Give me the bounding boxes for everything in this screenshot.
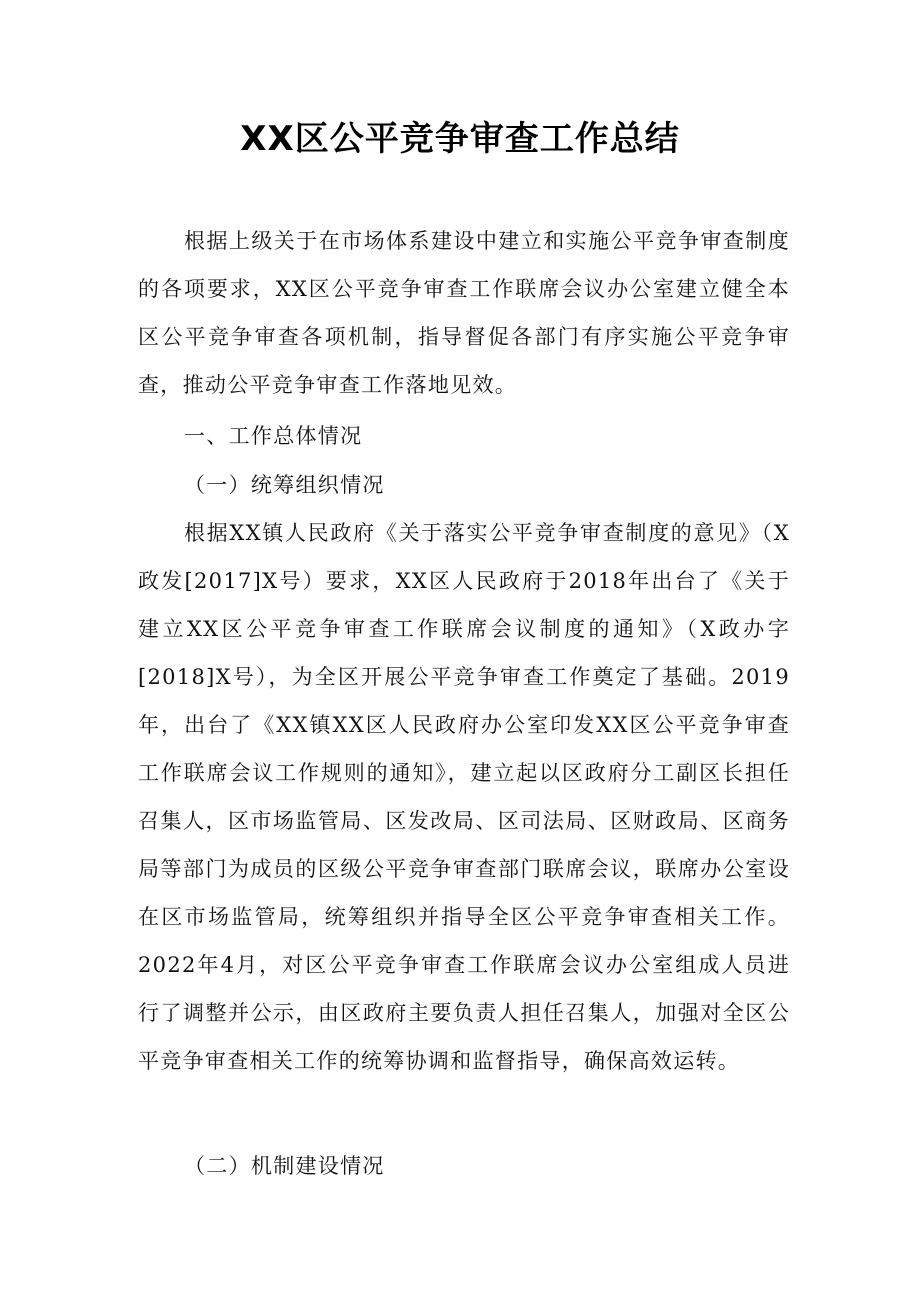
coordination-text: 根据XX镇人民政府《关于落实公平竞争审查制度的意见》（X政发[2017]X号）要求，XX区人民政府于2018年出台了《关于建立XX区公平竞争审查工作联席会议制度的通知》（X政办字[2018]X号），为全区开展公平竞争审查工作奠定了基础。2019年，出台了《XX镇XX区人民政府办公室印发XX区公平竞争审查工作联席会议工作规则的通知》，建立起以区政府分工副区长担任召集人，区市场监管局、区发改局、区司法局、区财政局、区商务局等部门为成员的区级公平竞争审查部门联席会议，联席办公室设在区市场监管局，统筹组织并指导全区公平竞争审查相关工作。2022年4月，对区公平竞争审查工作联席会议办公室组成人员进行了调整并公示，由区政府主要负责人担任召集人，加强对全区公平竞争审查相关工作的统筹协调和监督指导，确保高效运转。 <box>138 521 790 1073</box>
intro-text: 根据上级关于在市场体系建设中建立和实施公平竞争审查制度的各项要求，XX区公平竞争审查工作联席会议办公室建立健全本区公平竞争审查各项机制，指导督促各部门有序实施公平竞争审查，推动公平竞争审查工作落地见效。 <box>138 229 790 397</box>
document-title: XX区公平竞争审查工作总结 <box>240 119 680 159</box>
coordination-paragraph <box>138 509 790 1085</box>
intro-paragraph <box>138 217 790 409</box>
subsection-heading-coordination: （一）统筹组织情况 <box>184 473 385 497</box>
section-heading-overall: 一、工作总体情况 <box>184 424 363 448</box>
subsection-heading-mechanism: （二）机制建设情况 <box>184 1154 385 1178</box>
